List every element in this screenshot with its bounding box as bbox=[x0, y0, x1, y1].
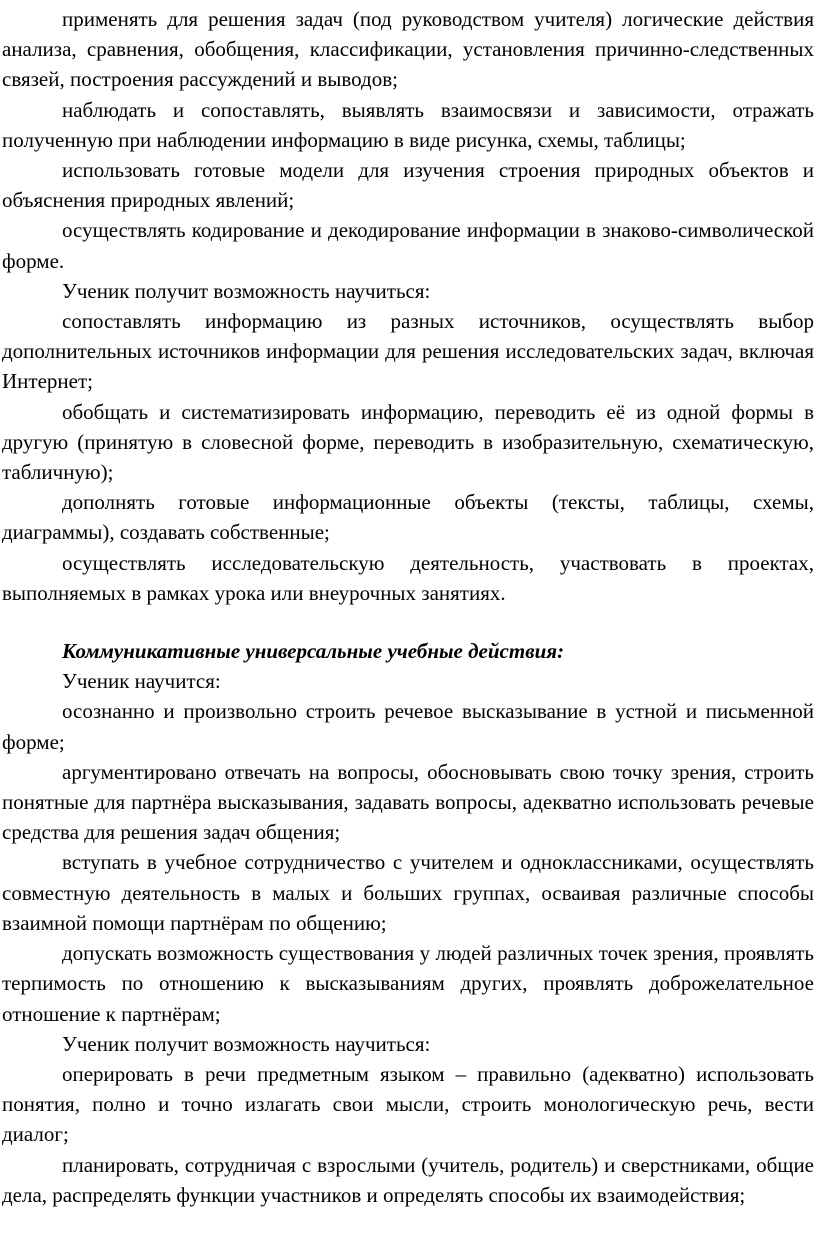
paragraph: оперировать в речи предметным языком – правильно (адекватно) использовать понятия, полно и точно излагать свои мысли, строить монологическую речь, вести диалог; bbox=[2, 1061, 814, 1147]
paragraph: Ученик научится: bbox=[62, 669, 221, 694]
paragraph: вступать в учебное сотрудничество с учителем и одноклассниками, осуществлять совместную деятельность в малых и больших группах, осваивая различные способы взаимной помощи партнёрам по общению; bbox=[2, 850, 814, 935]
paragraph: осуществлять исследовательскую деятельность, участвовать в проектах, выполняемых в рамках урока или внеурочных занятиях. bbox=[2, 550, 814, 605]
paragraph: сопоставлять информацию из разных источников, осуществлять выбор дополнительных источников информации для решения исследовательских задач, включая Интернет; bbox=[2, 309, 814, 394]
paragraph: дополнять готовые информационные объекты (тексты, таблицы, схемы, диаграммы), создавать собственные; bbox=[2, 490, 814, 545]
paragraph: Ученик получит возможность научиться: bbox=[62, 1031, 431, 1056]
paragraph: осознанно и произвольно строить речевое высказывание в устной и письменной форме; bbox=[2, 699, 814, 754]
section-spacer bbox=[2, 608, 814, 636]
paragraph: Ученик получит возможность научиться: bbox=[62, 278, 431, 303]
paragraph: планировать, сотрудничая с взрослыми (учитель, родитель) и сверстниками, общие дела, распределять функции участников и определять способы их взаимодействия; bbox=[2, 1152, 814, 1207]
paragraph: допускать возможность существования у людей различных точек зрения, проявлять терпимость по отношению к высказываниям других, проявлять доброжелательное отношение к партнёрам; bbox=[2, 941, 814, 1026]
paragraph: наблюдать и сопоставлять, выявлять взаимосвязи и зависимости, отражать полученную при наблюдении информацию в виде рисунка, схемы, таблицы; bbox=[2, 97, 814, 152]
paragraph: использовать готовые модели для изучения строения природных объектов и объяснения природных явлений; bbox=[2, 158, 814, 213]
paragraph: аргументировано отвечать на вопросы, обосновывать свою точку зрения, строить понятные для партнёра высказывания, задавать вопросы, адекватно использовать речевые средства для решения задач общения; bbox=[2, 759, 814, 845]
paragraph: применять для решения задач (под руководством учителя) логические действия анализа, сравнения, обобщения, классификации, установления причинно-следственных связей, построения рассуждений и выводов; bbox=[2, 7, 814, 92]
paragraph: осуществлять кодирование и декодирование информации в знаково-символической форме. bbox=[2, 218, 814, 273]
section-heading: Коммуникативные универсальные учебные действия: bbox=[62, 639, 565, 664]
paragraph: обобщать и систематизировать информацию, переводить её из одной формы в другую (принятую в словесной форме, переводить в изобразительную, схематическую, табличную); bbox=[2, 399, 814, 485]
